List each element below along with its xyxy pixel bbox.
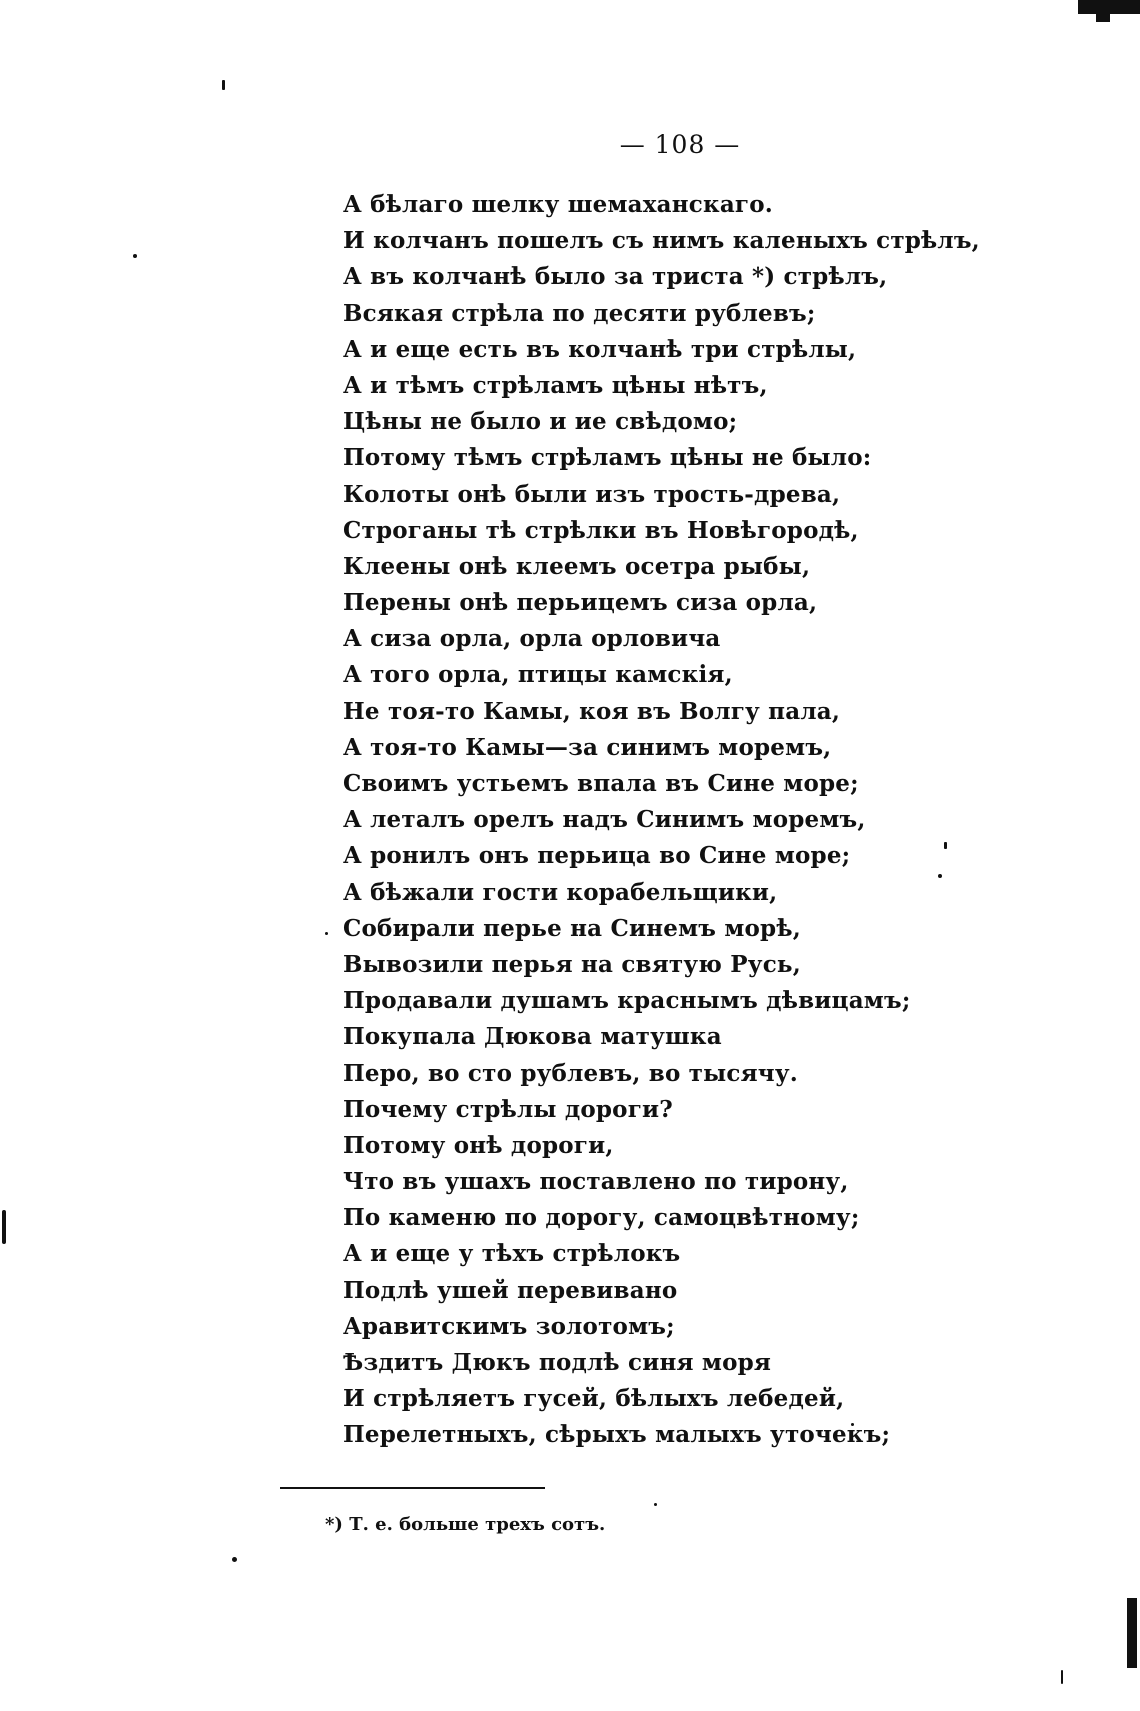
verse-line: Строганы тѣ стрѣлки въ Новѣгородѣ, <box>343 516 859 544</box>
verse-line: Перены онѣ перьицемъ сиза орла, <box>343 589 818 617</box>
scan-speck <box>232 1557 237 1562</box>
verse-line: Перелетныхъ, сѣрыхъ малыхъ уточекъ; <box>343 1421 891 1449</box>
verse-line: Всякая стрѣла по десяти рублевъ; <box>343 299 816 327</box>
verse-line: А и еще у тѣхъ стрѣлокъ <box>343 1240 681 1268</box>
scan-speck <box>654 1503 657 1506</box>
scan-edge-top-right-notch <box>1096 10 1110 22</box>
verse-line: Почему стрѣлы дороги? <box>343 1095 673 1123</box>
verse-line: Покупала Дюкова матушка <box>343 1023 722 1051</box>
verse-line: Подлѣ ушей перевивано <box>343 1276 678 1304</box>
verse-line: По каменю по дорогу, самоцвѣтному; <box>343 1204 860 1232</box>
verse-line: Цѣны не было и ие свѣдомо; <box>343 408 738 436</box>
footnote: *) Т. е. больше трехъ сотъ. <box>325 1514 606 1535</box>
verse-line: Аравитскимъ золотомъ; <box>343 1312 675 1340</box>
verse-line: А бѣлаго шелку шемаханскаго. <box>343 191 773 218</box>
verse-line: Колоты онѣ были изъ трость-древа, <box>343 480 841 508</box>
verse-line: Клеены онѣ клеемъ осетра рыбы, <box>343 552 811 580</box>
verse-line: А того орла, птицы камскія, <box>343 661 733 689</box>
verse-line: Потому онѣ дороги, <box>343 1131 614 1159</box>
verse-line: Что въ ушахъ поставлено по тирону, <box>343 1168 849 1196</box>
verse-line: А бѣжали гости корабельщики, <box>343 878 778 906</box>
scan-speck <box>325 932 328 935</box>
verse-line: Продавали душамъ краснымъ дѣвицамъ; <box>343 987 911 1015</box>
verse-line: Перо, во сто рублевъ, во тысячу. <box>343 1059 798 1087</box>
verse-line: Не тоя-то Камы, коя въ Волгу пала, <box>343 697 841 725</box>
footnote-divider <box>280 1487 545 1489</box>
verse-line: А и еще есть въ колчанѣ три стрѣлы, <box>343 335 857 363</box>
verse-line: А ронилъ онъ перьица во Сине море; <box>343 842 851 870</box>
page-number: — 108 — <box>619 130 741 159</box>
verse-line: Вывозили перья на святую Русь, <box>343 950 801 978</box>
verse-line: Собирали перье на Синемъ морѣ, <box>343 914 801 942</box>
verse-line: И колчанъ пошелъ съ нимъ каленыхъ стрѣлъ, <box>343 227 980 255</box>
scan-speck <box>1061 1670 1063 1684</box>
verse-line: Ѣздитъ Дюкъ подлѣ синя моря <box>343 1349 772 1376</box>
verse-line: А леталъ орелъ надъ Синимъ моремъ, <box>343 806 866 834</box>
verse-line: А и тѣмъ стрѣламъ цѣны нѣтъ, <box>343 371 768 399</box>
scan-edge-bottom-right <box>1127 1598 1137 1668</box>
verse-line: А тоя-то Камы—за синимъ моремъ, <box>343 733 832 761</box>
verse-line: А сиза орла, орла орловича <box>343 625 721 653</box>
verse-line: И стрѣляетъ гусей, бѣлыхъ лебедей, <box>343 1385 845 1413</box>
verse-text <box>343 187 1063 1454</box>
verse-line: Своимъ устьемъ впала въ Сине море; <box>343 770 859 797</box>
verse-line: А въ колчанѣ было за триста *) стрѣлъ, <box>343 263 888 291</box>
verse-line: Потому тѣмъ стрѣламъ цѣны не было: <box>343 444 872 472</box>
scan-speck <box>2 1210 6 1244</box>
scan-speck <box>133 254 137 258</box>
scan-speck <box>222 80 225 90</box>
